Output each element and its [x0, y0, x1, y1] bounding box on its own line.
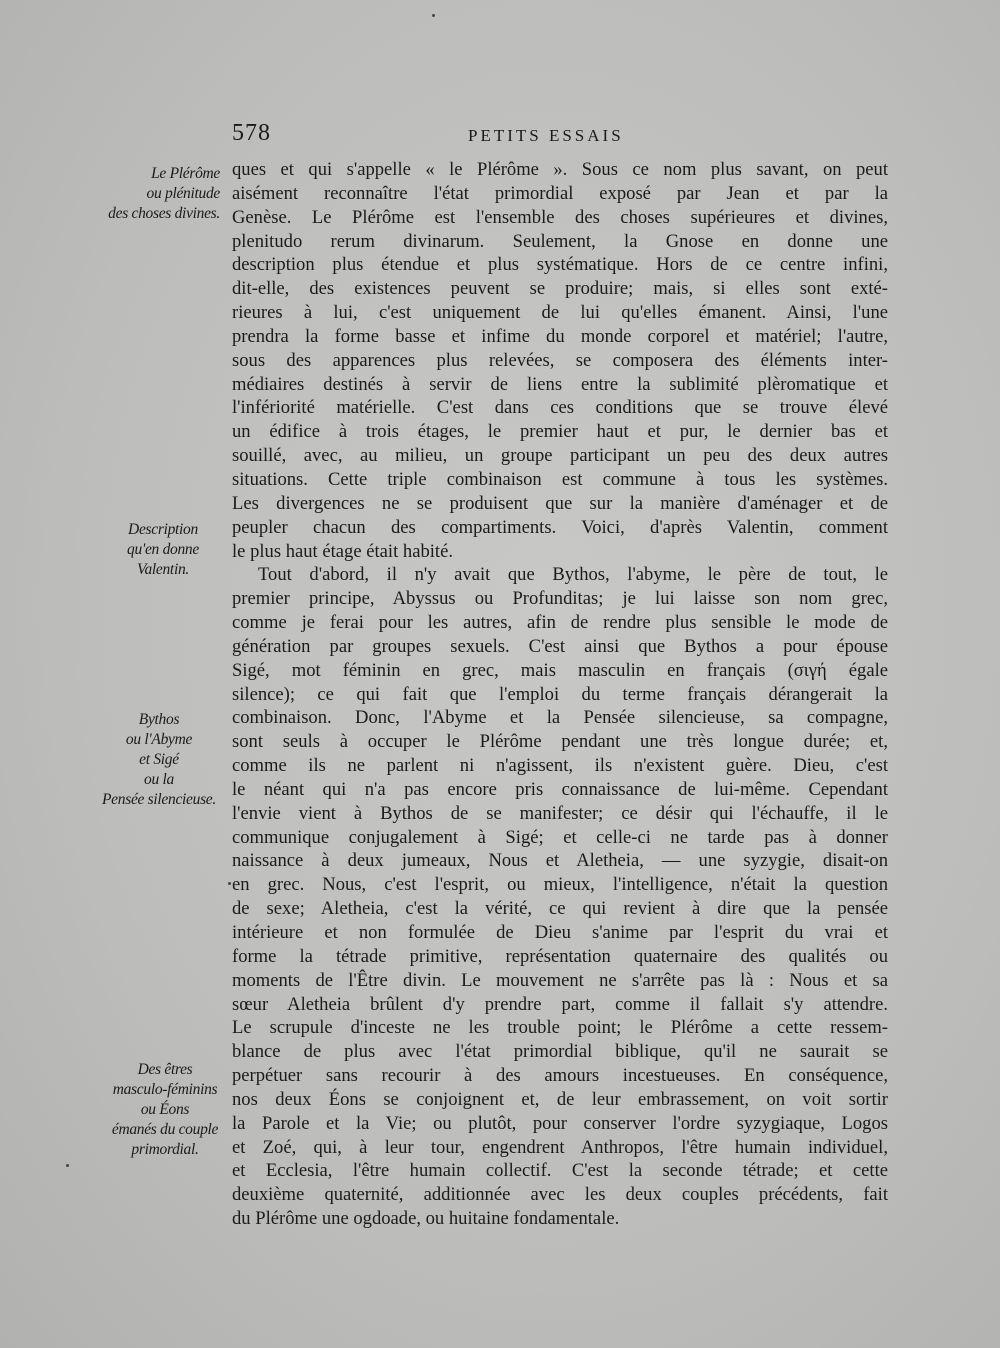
text-line: médiaires destinés à servir de liens entre la sublimité plèromatique et [232, 373, 888, 395]
body-text [232, 158, 888, 1231]
margin-note-description: Description qu'en donne Valentin. [127, 521, 199, 578]
text-line: rieures à lui, c'est uniquement de lui qu'elles émanent. Ainsi, l'une [232, 302, 888, 324]
text-line: Les divergences ne se produisent que sur la manière d'aménager et de [232, 492, 888, 514]
text-line: description plus étendue et plus systématique. Hors de ce centre infini, [232, 254, 888, 276]
text-line: combinaison. Donc, l'Abyme et la Pensée silencieuse, sa compagne, [232, 707, 888, 729]
text-line: sous des apparences plus relevées, se composera des éléments inter- [232, 349, 888, 371]
text-line: et Ecclesia, l'être humain collectif. C'est la seconde tétrade; et cette [232, 1160, 888, 1182]
paper-speck [432, 14, 435, 17]
text-line: dit-elle, des existences peuvent se produire; mais, si elles sont exté- [232, 278, 888, 300]
text-line: peupler chacun des compartiments. Voici, d'après Valentin, comment [232, 516, 888, 538]
text-line: Le scrupule d'inceste ne les trouble point; le Plérôme a cette ressem- [232, 1017, 888, 1039]
text-line: communique conjugalement à Sigé; et celle-ci ne tarde pas à donner [232, 826, 888, 848]
text-line: sont seuls à occuper le Plérôme pendant une très longue durée; et, [232, 731, 888, 753]
text-line: prendra la forme basse et infime du monde corporel et matériel; l'autre, [232, 325, 888, 347]
text-line: l'infériorité matérielle. C'est dans ces conditions que se trouve élevé [232, 397, 888, 419]
text-line: forme la tétrade primitive, représentation quaternaire des qualités ou [232, 945, 888, 967]
text-line: situations. Cette triple combinaison est commune à tous les systèmes. [232, 468, 888, 490]
text-line: du Plérôme une ogdoade, ou huitaine fondamentale. [232, 1208, 620, 1230]
text-line: intérieure et non formulée de Dieu s'anime par l'esprit du vrai et [232, 922, 888, 943]
text-line: de sexe; Aletheia, c'est la vérité, ce qui revient à dire que la pensée [232, 898, 888, 920]
margin-note-pleroma: Le Plérôme ou plénitude des choses divines. [108, 165, 220, 222]
running-head: PETITS ESSAIS [468, 126, 624, 145]
text-line: ques et qui s'appelle « le Plérôme ». Sous ce nom plus savant, on peut [232, 159, 888, 180]
text-line: en grec. Nous, c'est l'esprit, ou mieux, l'intelligence, n'était la question [232, 874, 888, 896]
text-line: comme je ferai pour les autres, afin de rendre plus sensible le mode de [232, 612, 888, 634]
text-line: moments de l'Être divin. Le mouvement ne s'arrête pas là : Nous et sa [232, 969, 888, 991]
page-number: 578 [232, 120, 271, 146]
text-line: silence); ce qui fait que l'emploi du terme français dérangerait la [232, 683, 888, 705]
text-line: blance de plus avec l'état primordial biblique, qu'il ne saurait se [232, 1041, 888, 1063]
paper-speck [228, 882, 231, 885]
text-line: génération par groupes sexuels. C'est ainsi que Bythos a pour épouse [232, 635, 888, 657]
text-line: naissance à deux jumeaux, Nous et Aletheia, — une syzygie, disait-on [232, 850, 888, 872]
page-header [232, 120, 888, 150]
text-line: et Zoé, qui, à leur tour, engendrent Anthropos, l'être humain individuel, [232, 1136, 888, 1158]
text-line: deuxième quaternité, additionnée avec les deux couples précédents, fait [232, 1184, 888, 1206]
text-line: la Parole et la Vie; ou plutôt, pour conserver l'ordre syzygiaque, Logos [232, 1112, 888, 1134]
text-line: Tout d'abord, il n'y avait que Bythos, l'abyme, le père de tout, le [258, 564, 888, 586]
text-line: Sigé, mot féminin en grec, mais masculin en français (σιγή égale [232, 659, 888, 681]
text-line: perpétuer sans recourir à des amours incestueuses. En conséquence, [232, 1065, 888, 1087]
text-line: comme ils ne parlent ni n'agissent, ils n'existent guère. Dieu, c'est [232, 755, 888, 777]
text-line: plenitudo rerum divinarum. Seulement, la Gnose en donne une [232, 230, 888, 252]
text-line: l'envie vient à Bythos de se manifester; ce désir qui l'échauffe, il le [232, 802, 888, 824]
margin-note-eons: Des êtres masculo-féminins ou Éons émanés du couple primordial. [111, 1061, 219, 1158]
text-line: premier principe, Abyssus ou Profunditas; je lui laisse son nom grec, [232, 588, 888, 610]
text-line: sœur Aletheia brûlent d'y prendre part, comme il fallait s'y attendre. [232, 993, 888, 1015]
text-line: aisément reconnaître l'état primordial exposé par Jean et par la [232, 182, 888, 204]
text-line: nos deux Éons se conjoignent et, de leur embrassement, on voit sortir [232, 1088, 888, 1110]
paper-speck [66, 1164, 69, 1167]
text-line: souillé, avec, au milieu, un groupe participant un peu des deux autres [232, 445, 888, 467]
text-line: le néant qui n'a pas encore pris connaissance de lui-même. Cependant [232, 778, 888, 800]
text-line: Genèse. Le Plérôme est l'ensemble des choses supérieures et divines, [232, 206, 888, 228]
margin-note-bythos: Bythos ou l'Abyme et Sigé ou la Pensée silencieuse. [102, 711, 216, 808]
text-line: un édifice à trois étages, le premier haut et pur, le dernier bas et [232, 421, 888, 443]
text-line: le plus haut étage était habité. [232, 540, 453, 562]
